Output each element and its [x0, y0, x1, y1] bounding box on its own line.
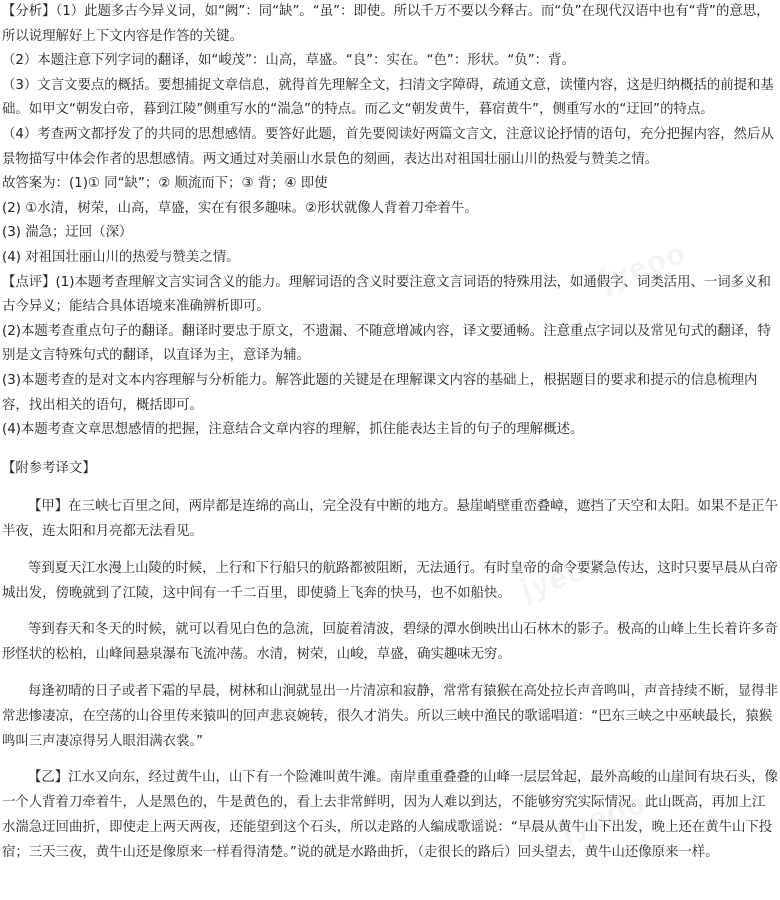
- watermark: jyeoo: [516, 545, 612, 608]
- translation-paragraph: 每逢初晴的日子或者下霜的早晨，树林和山涧就显出一片清凉和寂静，常常有猿猴在高处拉长声音鸣叫，声音持续不断，显得非常悲惨凄凉，在空荡的山谷里传来猿叫的回声悲哀婉转，很久才消失。所以三峡中渔民的歌谣唱道：“巴东三峡之中巫峡最长，猿猴鸣叫三声凄凉得另人眼泪满衣裳。”: [2, 684, 778, 749]
- analysis-section: [0, 0, 778, 172]
- analysis-paragraph: （4）考查两文都抒发了的共同的思想感情。要答好此题，首先要阅读好两篇文言文，注意议论抒情的语句，充分把握内容，然后从景物描写中体会作者的思想感情。两文通过对美丽山水景色的刻画，表达出对祖国壮丽山川的热爱与赞美之情。: [2, 126, 774, 167]
- comment-paragraph: (2)本题考查重点句子的翻译。翻译时要忠于原文，不遗漏、不随意增减内容，译文要通畅。注意重点字词以及常见句式的翻译，特别是文言特殊句式的翻译，以直译为主，意译为辅。: [2, 323, 771, 364]
- analysis-paragraph: 【分析】（1）此题多古今异义词，如“阙”：同“缺”。“虽”：即使。所以千万不要以今释古。而“负”在现代汉语中也有“背”的意思，所以说理解好上下文内容是作答的关键。: [2, 4, 770, 44]
- answer-line: 故答案为：(1)① 同“缺”；② 顺流而下；③ 背；④ 即使: [2, 176, 328, 192]
- comment-section: [0, 271, 778, 443]
- watermark: jyeoo: [596, 235, 692, 298]
- comment-paragraph: (3)本题考查的是对文本内容理解与分析能力。解答此题的关键是在理解课文内容的基础上，根据题目的要求和提示的信息梳理内容，找出相关的语句，概括即可。: [2, 372, 758, 413]
- translation-paragraph: 【甲】在三峡七百里之间，两岸都是连绵的高山，完全没有中断的地方。悬崖峭壁重峦叠嶂，遮挡了天空和太阳。如果不是正午半夜，连太阳和月亮都无法看见。: [2, 499, 778, 540]
- answer-line: (4) 对祖国壮丽山川的热爱与赞美之情。: [2, 249, 240, 265]
- answer-line: (3) 湍急；迂回（深）: [2, 225, 133, 241]
- analysis-paragraph: （2）本题注意下列字词的翻译，如“峻茂”：山高，草盛。“良”：实在。“色”：形状。“负”：背。: [2, 53, 575, 69]
- answers-section: [0, 172, 778, 270]
- comment-paragraph: 【点评】(1)本题考查理解文言实词含义的能力。理解词语的含义时要注意文言词语的特殊用法，如通假字、词类活用、一词多义和古今异义；能结合具体语境来准确辨析即可。: [2, 274, 771, 315]
- watermark: jyeoo: [556, 785, 652, 848]
- answer-line: (2) ①水清，树荣，山高，草盛，实在有很多趣味。②形状就像人背着刀牵着牛。: [2, 200, 478, 216]
- translation-section: [0, 495, 778, 865]
- translation-paragraph: 等到春天和冬天的时候，就可以看见白色的急流，回旋着清波，碧绿的潭水倒映出山石林木的影子。极高的山峰上生长着许多奇形怪状的松柏，山峰间悬泉瀑布飞流冲荡。水清，树荣，山峻，草盛，确实趣味无穷。: [2, 622, 778, 663]
- translation-paragraph: 等到夏天江水漫上山陵的时候，上行和下行船只的航路都被阻断，无法通行。有时皇帝的命令要紧急传达，这时只要早晨从白帝城出发，傍晚就到了江陵，这中间有一千二百里，即使骑上飞奔的快马，也不如船快。: [2, 560, 778, 601]
- translation-paragraph: 【乙】江水又向东，经过黄牛山，山下有一个险滩叫黄牛滩。南岸重重叠叠的山峰一层层耸起，最外高峻的山崖间有块石头，像一个人背着刀牵着牛，人是黑色的，牛是黄色的，看上去非常鲜明，因为人难以到达，不能够穷究实际情况。此山既高，再加上江水湍急迂回曲折，即使走上两天两夜，还能望到这个石头，所以走路的人编成歌谣说：“早晨从黄牛山下出发，晚上还在黄牛山下投宿；三天三夜，黄牛山还是像原来一样看得清楚。”说的就是水路曲折，（走很长的路后）回头望去，黄牛山还像原来一样。: [2, 770, 778, 860]
- translation-heading: 【附参考译文】: [2, 460, 96, 476]
- comment-paragraph: (4)本题考查文章思想感情的把握，注意结合文章内容的理解，抓住能表达主旨的句子的理解概述。: [2, 422, 584, 438]
- analysis-paragraph: （3）文言文要点的概括。要想捕捉文章信息，就得首先理解全文，扫清文字障碍，疏通文意，读懂内容，这是归纳概括的前提和基础。如甲文“朝发白帝，暮到江陵”侧重写水的“湍急”的特点。而乙文“朝发黄牛，暮宿黄牛”，侧重写水的“迂回”的特点。: [2, 77, 774, 118]
